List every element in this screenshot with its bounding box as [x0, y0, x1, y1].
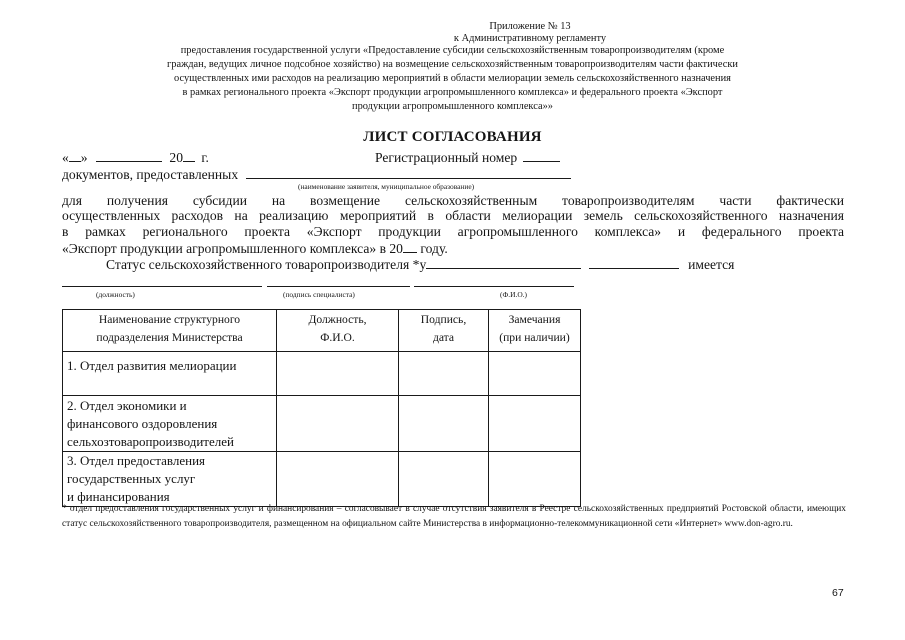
header-line-6: в рамках регионального проекта «Экспорт продукции агропромышленного комплекса» и федерального проекта «Экспорт	[182, 87, 723, 98]
name-line	[414, 286, 574, 287]
name-caption: (Ф.И.О.)	[500, 290, 527, 299]
table-row	[63, 452, 581, 507]
header-line-2: к Административному регламенту	[453, 33, 607, 44]
year-blank-2	[403, 240, 417, 253]
row-2-signature[interactable]	[399, 396, 489, 452]
header-remarks: Замечания (при наличии)	[489, 310, 581, 352]
applicant-caption: (наименование заявителя, муниципальное образование)	[298, 182, 475, 191]
date-line	[62, 149, 209, 166]
row-1-position[interactable]	[277, 352, 399, 396]
row-1-remarks[interactable]	[489, 352, 581, 396]
header-line-1: Приложение № 13	[489, 21, 571, 32]
table-row	[63, 396, 581, 452]
row-2-department: 2. Отдел экономики и финансового оздоровления сельхозтоваропроизводителей	[63, 396, 277, 452]
approval-table	[62, 309, 581, 507]
table-row	[63, 352, 581, 396]
year-prefix: 20	[169, 150, 183, 165]
row-3-position[interactable]	[277, 452, 399, 507]
page-title: ЛИСТ СОГЛАСОВАНИЯ	[363, 129, 542, 145]
page-number: 67	[832, 587, 844, 599]
body-last-suffix: году.	[420, 241, 448, 256]
header-line-7: продукции агропромышленного комплекса»»	[352, 101, 553, 112]
table-header-row	[63, 310, 581, 352]
body-line-4	[62, 240, 448, 257]
status-blank-2	[589, 256, 679, 269]
header-line-4: граждан, ведущих личное подсобное хозяйство) на возмещение сельскохозяйственным товаропроизводителям части фактически	[167, 59, 738, 70]
header-department: Наименование структурного подразделения Министерства	[63, 310, 277, 352]
day-blank	[69, 149, 81, 162]
signature-line	[267, 286, 410, 287]
row-1-department: 1. Отдел развития мелиорации	[63, 352, 277, 396]
header-line-3: предоставления государственной услуги «Предоставление субсидии сельскохозяйственным товаропроизводителям (кроме	[180, 45, 725, 56]
documents-label: документов, предоставленных	[62, 167, 239, 182]
row-3-remarks[interactable]	[489, 452, 581, 507]
header-line-5: осуществленных ими расходов на реализацию мероприятий в области мелиорации земель сельскохозяйственного назначения	[174, 73, 731, 84]
documents-line	[62, 166, 571, 183]
applicant-blank	[246, 166, 571, 179]
position-caption: (должность)	[96, 290, 135, 299]
row-3-department: 3. Отдел предоставления государственных услуг и финансирования	[63, 452, 277, 507]
row-2-position[interactable]	[277, 396, 399, 452]
registration-blank	[523, 149, 560, 162]
year-blank	[183, 149, 195, 162]
header-position: Должность, Ф.И.О.	[277, 310, 399, 352]
month-blank	[96, 149, 162, 162]
row-2-remarks[interactable]	[489, 396, 581, 452]
footnote: * отдел предоставления государственных услуг и финансирования – согласовывает в случае отсутствия заявителя в Реестре сельскохозяйственных предприятий Ростовской области, имеющих статус сельскохозяйственного товаропроизводителя, размещенном на официальном сайте Министерства в информационно-телекоммуникационной сети «Интернет» www.don-agro.ru.	[62, 504, 846, 529]
signature-caption: (подпись специалиста)	[283, 290, 355, 299]
row-3-signature[interactable]	[399, 452, 489, 507]
status-label: Статус сельскохозяйственного товаропроизводителя *у	[106, 257, 427, 272]
status-suffix: имеется	[688, 257, 735, 272]
row-1-signature[interactable]	[399, 352, 489, 396]
registration-label: Регистрационный номер	[375, 150, 518, 165]
open-quote: «	[62, 150, 69, 165]
close-quote: »	[80, 150, 88, 165]
position-line	[62, 286, 262, 287]
body-last-text: «Экспорт продукции агропромышленного комплекса» в 20	[62, 241, 403, 256]
body-line-3: в рамках регионального проекта «Экспорт продукции агропромышленного комплекса» и федерального проекта	[62, 224, 844, 239]
header-signature: Подпись, дата	[399, 310, 489, 352]
year-suffix: г.	[201, 150, 209, 165]
registration-number	[375, 149, 560, 166]
status-blank-1	[426, 256, 581, 269]
status-line	[106, 256, 734, 273]
body-line-1: для получения субсидии на возмещение сельскохозяйственным товаропроизводителям части фактически	[62, 193, 844, 208]
body-line-2: осуществленных расходов на реализацию мероприятий в области мелиорации земель сельскохозяйственного назначения	[62, 208, 844, 223]
